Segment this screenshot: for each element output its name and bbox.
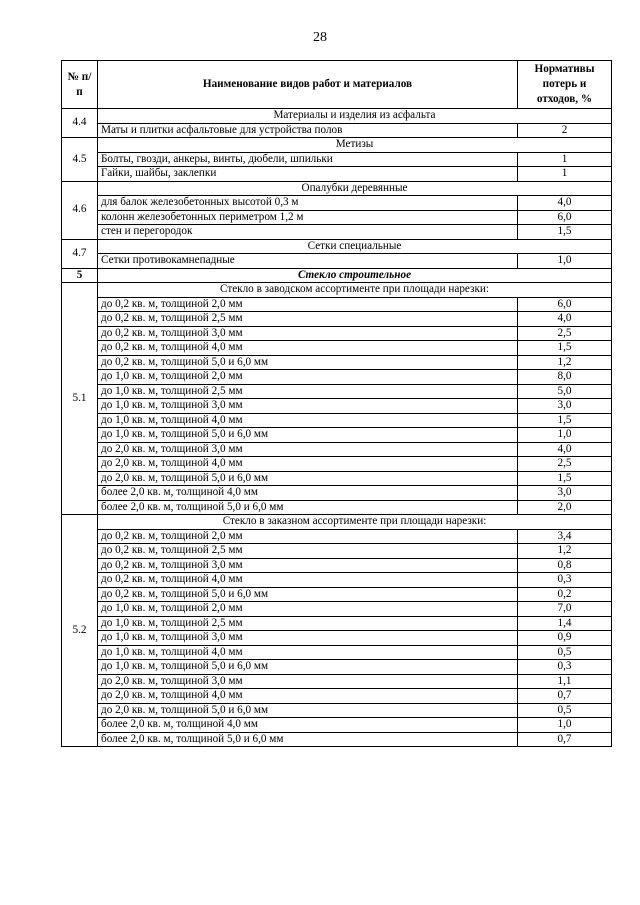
group-title-row [62, 515, 612, 530]
item-norm-value: 0,5 [518, 645, 612, 660]
item-name: до 2,0 кв. м, толщиной 5,0 и 6,0 мм [98, 471, 518, 486]
item-name: стен и перегородок [98, 225, 518, 240]
item-norm-value: 2,0 [518, 500, 612, 515]
table-row [62, 442, 612, 457]
item-name: Болты, гвозди, анкеры, винты, дюбели, шпильки [98, 152, 518, 167]
table-row [62, 297, 612, 312]
table-row [62, 312, 612, 327]
item-name: до 0,2 кв. м, толщиной 2,5 мм [98, 312, 518, 327]
item-norm-value: 3,4 [518, 529, 612, 544]
table-row [62, 210, 612, 225]
table-row [62, 500, 612, 515]
item-norm-value: 1,2 [518, 544, 612, 559]
item-name: до 1,0 кв. м, толщиной 4,0 мм [98, 645, 518, 660]
item-norm-value: 1,5 [518, 413, 612, 428]
section-row [62, 268, 612, 283]
item-name: до 1,0 кв. м, толщиной 2,5 мм [98, 384, 518, 399]
item-norm-value: 2 [518, 123, 612, 138]
table-row [62, 123, 612, 138]
item-norm-value: 1,0 [518, 254, 612, 269]
item-name: до 1,0 кв. м, толщиной 4,0 мм [98, 413, 518, 428]
group-title-row [62, 181, 612, 196]
table-row [62, 167, 612, 182]
item-norm-value: 1,5 [518, 225, 612, 240]
item-name: до 1,0 кв. м, толщиной 3,0 мм [98, 631, 518, 646]
item-name: для балок железобетонных высотой 0,3 м [98, 196, 518, 211]
table-row [62, 602, 612, 617]
item-name: до 0,2 кв. м, толщиной 4,0 мм [98, 341, 518, 356]
table-row [62, 558, 612, 573]
item-norm-value: 5,0 [518, 384, 612, 399]
item-name: до 1,0 кв. м, толщиной 2,5 мм [98, 616, 518, 631]
header-norm: Нормативы потерь и отходов, % [518, 61, 612, 109]
item-norm-value: 1,1 [518, 674, 612, 689]
item-name: до 0,2 кв. м, толщиной 2,0 мм [98, 529, 518, 544]
table-row [62, 370, 612, 385]
section-number: 5 [62, 268, 98, 283]
item-name: до 1,0 кв. м, толщиной 5,0 и 6,0 мм [98, 428, 518, 443]
item-norm-value: 1,5 [518, 471, 612, 486]
item-name: до 0,2 кв. м, толщиной 5,0 и 6,0 мм [98, 355, 518, 370]
table-row [62, 718, 612, 733]
table-row [62, 428, 612, 443]
group-number: 4.6 [62, 181, 98, 239]
table-row [62, 616, 612, 631]
item-name: Гайки, шайбы, заклепки [98, 167, 518, 182]
item-norm-value: 8,0 [518, 370, 612, 385]
item-name: до 1,0 кв. м, толщиной 2,0 мм [98, 370, 518, 385]
item-name: до 2,0 кв. м, толщиной 4,0 мм [98, 689, 518, 704]
item-name: до 0,2 кв. м, толщиной 4,0 мм [98, 573, 518, 588]
group-number: 4.4 [62, 109, 98, 138]
item-norm-value: 6,0 [518, 210, 612, 225]
item-name: колонн железобетонных периметром 1,2 м [98, 210, 518, 225]
item-norm-value: 3,0 [518, 486, 612, 501]
table-body [62, 109, 612, 747]
item-norm-value: 4,0 [518, 312, 612, 327]
group-title: Стекло в заводском ассортименте при площади нарезки: [98, 283, 612, 298]
table-row [62, 587, 612, 602]
item-norm-value: 4,0 [518, 442, 612, 457]
table-row [62, 225, 612, 240]
table-row [62, 254, 612, 269]
item-norm-value: 1,4 [518, 616, 612, 631]
item-name: до 0,2 кв. м, толщиной 5,0 и 6,0 мм [98, 587, 518, 602]
item-name: более 2,0 кв. м, толщиной 5,0 и 6,0 мм [98, 732, 518, 747]
item-name: до 2,0 кв. м, толщиной 3,0 мм [98, 442, 518, 457]
header-name: Наименование видов работ и материалов [98, 61, 518, 109]
item-norm-value: 0,2 [518, 587, 612, 602]
table-row [62, 457, 612, 472]
item-norm-value: 0,5 [518, 703, 612, 718]
table-row [62, 674, 612, 689]
group-title-row [62, 239, 612, 254]
group-title-row [62, 138, 612, 153]
table-row [62, 196, 612, 211]
table-row [62, 645, 612, 660]
table-row [62, 413, 612, 428]
item-name: до 0,2 кв. м, толщиной 3,0 мм [98, 558, 518, 573]
table-row [62, 703, 612, 718]
group-number: 4.5 [62, 138, 98, 182]
table-row [62, 573, 612, 588]
table-row [62, 152, 612, 167]
table-row [62, 660, 612, 675]
item-norm-value: 0,7 [518, 732, 612, 747]
item-name: более 2,0 кв. м, толщиной 4,0 мм [98, 486, 518, 501]
item-name: более 2,0 кв. м, толщиной 4,0 мм [98, 718, 518, 733]
item-norm-value: 1 [518, 167, 612, 182]
group-title: Метизы [98, 138, 612, 153]
table-row [62, 544, 612, 559]
group-number: 5.1 [62, 283, 98, 515]
item-norm-value: 1,0 [518, 428, 612, 443]
item-name: до 1,0 кв. м, толщиной 3,0 мм [98, 399, 518, 414]
item-name: до 0,2 кв. м, толщиной 3,0 мм [98, 326, 518, 341]
item-norm-value: 1,0 [518, 718, 612, 733]
group-title: Опалубки деревянные [98, 181, 612, 196]
item-name: до 2,0 кв. м, толщиной 5,0 и 6,0 мм [98, 703, 518, 718]
table-row [62, 471, 612, 486]
group-title-row [62, 283, 612, 298]
section-title: Стекло строительное [98, 268, 612, 283]
item-name: более 2,0 кв. м, толщиной 5,0 и 6,0 мм [98, 500, 518, 515]
item-name: до 1,0 кв. м, толщиной 2,0 мм [98, 602, 518, 617]
header-num: № п/п [62, 61, 98, 109]
table-row [62, 732, 612, 747]
table-row [62, 326, 612, 341]
item-name: до 2,0 кв. м, толщиной 4,0 мм [98, 457, 518, 472]
item-norm-value: 0,8 [518, 558, 612, 573]
item-norm-value: 4,0 [518, 196, 612, 211]
item-norm-value: 0,3 [518, 573, 612, 588]
item-norm-value: 1,5 [518, 341, 612, 356]
item-norm-value: 3,0 [518, 399, 612, 414]
item-norm-value: 0,7 [518, 689, 612, 704]
group-number: 5.2 [62, 515, 98, 747]
item-norm-value: 2,5 [518, 326, 612, 341]
table-row [62, 355, 612, 370]
item-norm-value: 0,3 [518, 660, 612, 675]
item-name: до 2,0 кв. м, толщиной 3,0 мм [98, 674, 518, 689]
item-name: Маты и плитки асфальтовые для устройства полов [98, 123, 518, 138]
item-name: до 0,2 кв. м, толщиной 2,5 мм [98, 544, 518, 559]
table-row [62, 384, 612, 399]
item-norm-value: 1,2 [518, 355, 612, 370]
table-row [62, 529, 612, 544]
group-title: Материалы и изделия из асфальта [98, 109, 612, 124]
item-norm-value: 1 [518, 152, 612, 167]
table-row [62, 399, 612, 414]
table-header-row [62, 61, 612, 109]
group-title-row [62, 109, 612, 124]
item-name: Сетки противокамнепадные [98, 254, 518, 269]
item-norm-value: 7,0 [518, 602, 612, 617]
item-name: до 0,2 кв. м, толщиной 2,0 мм [98, 297, 518, 312]
item-norm-value: 2,5 [518, 457, 612, 472]
item-norm-value: 6,0 [518, 297, 612, 312]
table-row [62, 486, 612, 501]
table-row [62, 341, 612, 356]
item-name: до 1,0 кв. м, толщиной 5,0 и 6,0 мм [98, 660, 518, 675]
norms-table [61, 60, 612, 747]
item-norm-value: 0,9 [518, 631, 612, 646]
table-row [62, 689, 612, 704]
table-row [62, 631, 612, 646]
group-title: Стекло в заказном ассортименте при площади нарезки: [98, 515, 612, 530]
page-number: 28 [313, 30, 327, 45]
group-number: 4.7 [62, 239, 98, 268]
group-title: Сетки специальные [98, 239, 612, 254]
